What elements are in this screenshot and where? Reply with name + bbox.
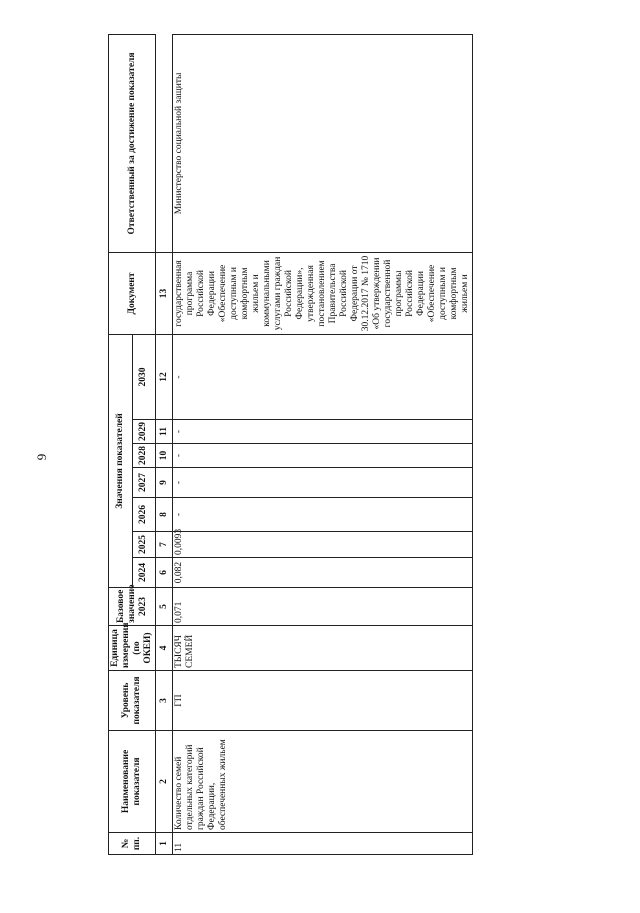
header-year: 2024	[132, 558, 156, 588]
row-value: 0,082	[173, 558, 473, 588]
indicator-sheet	[108, 35, 605, 855]
column-number: 11	[156, 420, 173, 444]
table-row	[173, 34, 473, 854]
header-year: 2025	[132, 532, 156, 558]
column-number-row	[156, 34, 173, 854]
header-year: 2026	[132, 498, 156, 532]
row-value: -	[173, 444, 473, 468]
column-number: 2	[156, 731, 173, 833]
column-number: 9	[156, 468, 173, 498]
header-level: Уровень показателя	[109, 671, 156, 731]
header-year: 2029	[132, 420, 156, 444]
column-number: 7	[156, 532, 173, 558]
column-number: 12	[156, 334, 173, 419]
header-values-group: Значения показателей	[109, 334, 133, 587]
column-number: 1	[156, 833, 173, 855]
row-name: Количество семей отдельных категорий граждан Российской Федерации, обеспеченных жильем	[173, 731, 473, 833]
row-value: -	[173, 420, 473, 444]
header-base: Базовое значение 2023	[109, 588, 156, 626]
row-value: -	[173, 498, 473, 532]
header-unit: Единица измерения (по ОКЕИ)	[109, 626, 156, 671]
header-num: № пп.	[109, 833, 156, 855]
row-value: 0,0093	[173, 532, 473, 558]
column-number: 13	[156, 252, 173, 334]
header-year: 2027	[132, 468, 156, 498]
header-year: 2030	[132, 334, 156, 419]
header-row-1	[109, 34, 133, 854]
column-number: 6	[156, 558, 173, 588]
row-document: государственная программа Российской Федерации «Обеспечение доступным и комфортным жильем и коммунальными услугами граждан Российской Федерации», утвержденная постановлением Правительства Российской Федерации от 30.12.2017 № 1710 «Об утверждении государственной программы Российской Федерации «Обеспечение доступным и комфортным жильем и	[173, 252, 473, 334]
row-unit: ТЫСЯЧ СЕМЕЙ	[173, 626, 473, 671]
column-number: 3	[156, 671, 173, 731]
header-year: 2028	[132, 444, 156, 468]
column-number: 10	[156, 444, 173, 468]
row-value: -	[173, 334, 473, 419]
header-responsible: Ответственный за достижение показателя	[109, 34, 156, 252]
column-number: 4	[156, 626, 173, 671]
header-document: Документ	[109, 252, 156, 334]
column-number: 8	[156, 498, 173, 532]
row-level: ГП	[173, 671, 473, 731]
row-value: -	[173, 468, 473, 498]
column-number: 5	[156, 588, 173, 626]
header-name: Наименование показателя	[109, 731, 156, 833]
row-base: 0,071	[173, 588, 473, 626]
page-number: 9	[34, 453, 49, 461]
row-responsible: Министерство социальной защиты	[173, 34, 473, 252]
row-num: 11	[173, 833, 473, 855]
indicators-table	[108, 34, 473, 855]
